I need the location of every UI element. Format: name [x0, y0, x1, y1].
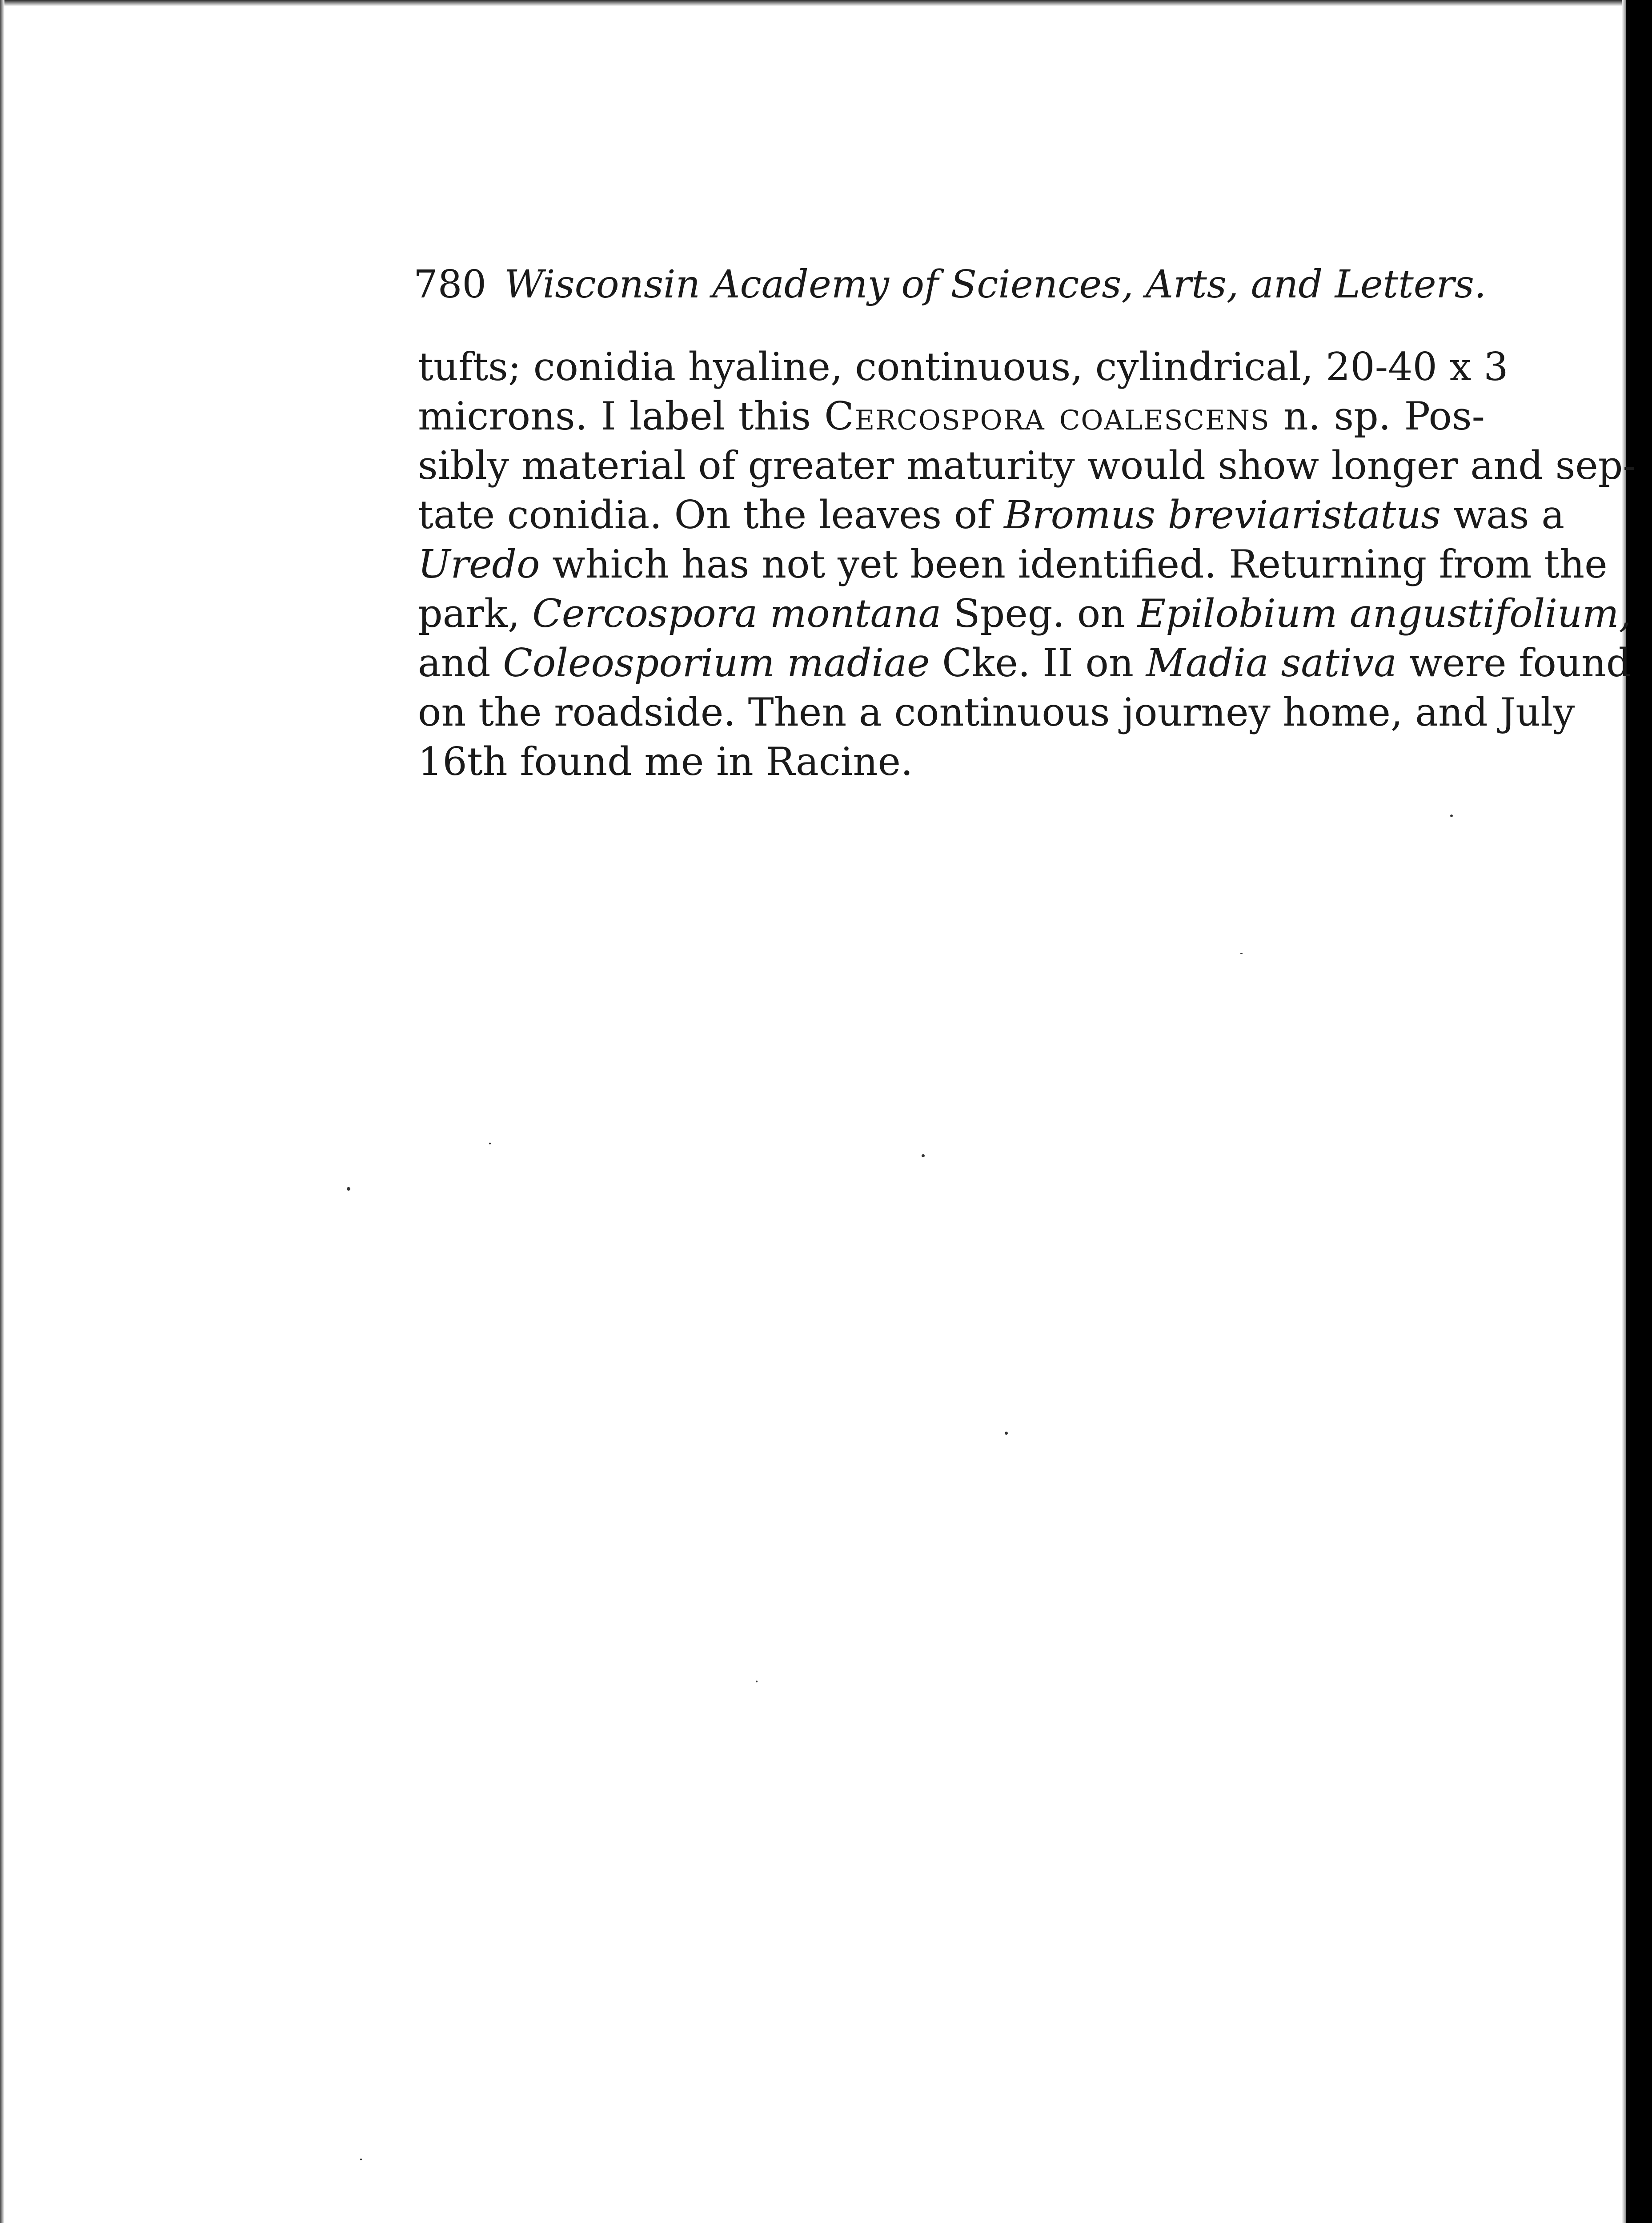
scan-left-edge — [0, 0, 4, 2223]
text-segment: 16th found me in Racine. — [418, 739, 913, 784]
scan-top-edge — [0, 0, 1652, 6]
scan-speck — [360, 2159, 362, 2160]
scan-speck — [922, 1154, 925, 1157]
smallcaps-text: Cercospora coalescens — [824, 393, 1270, 439]
text-line — [418, 589, 1632, 638]
text-segment: which has not yet been identified. Returning from the — [540, 542, 1608, 587]
text-segment: tate conidia. On the leaves of — [418, 492, 1004, 538]
scan-speck — [489, 1143, 491, 1144]
journal-title: Wisconsin Academy of Sciences, Arts, and Letters. — [504, 262, 1487, 307]
text-line — [418, 737, 1485, 786]
text-line — [418, 441, 1636, 490]
text-segment: were found — [1396, 640, 1631, 686]
text-line — [418, 342, 1508, 392]
text-segment: tufts; conidia hyaline, continuous, cylindrical, 20-40 x 3 — [418, 344, 1508, 389]
text-line — [418, 638, 1631, 688]
scan-right-edge — [1626, 0, 1652, 2223]
text-segment: Speg. on — [941, 591, 1138, 636]
text-segment: park, — [418, 591, 533, 636]
italic-text: Cercospora montana — [532, 591, 942, 636]
text-segment: Cke. II on — [930, 640, 1146, 686]
text-segment: microns. I label this — [418, 393, 825, 439]
text-segment: was a — [1440, 492, 1565, 538]
scan-speck — [756, 1681, 758, 1682]
body-text — [418, 342, 1636, 786]
italic-text: Coleosporium madiae — [503, 640, 930, 686]
text-line — [418, 688, 1575, 737]
italic-text: Uredo — [418, 542, 540, 587]
page-number: 780 — [413, 262, 487, 307]
italic-text: Bromus breviaristatus — [1004, 492, 1441, 538]
scan-speck — [1450, 815, 1453, 817]
text-segment: n. sp. Pos- — [1270, 393, 1485, 439]
text-line — [418, 392, 1485, 441]
italic-text: Epilobium angustifolium, — [1137, 591, 1632, 636]
italic-text: Madia sativa — [1146, 640, 1397, 686]
text-line — [418, 540, 1608, 589]
scan-right-edge-shadow — [1622, 0, 1626, 2223]
scan-speck — [347, 1187, 350, 1191]
text-segment: and — [418, 640, 503, 686]
scan-speck — [1240, 953, 1243, 954]
scan-speck — [1005, 1432, 1008, 1435]
text-line — [418, 490, 1565, 540]
text-segment: on the roadside. Then a continuous journey home, and July — [418, 690, 1575, 735]
running-head — [413, 260, 1487, 309]
text-segment: sibly material of greater maturity would show longer and sep- — [418, 443, 1636, 488]
